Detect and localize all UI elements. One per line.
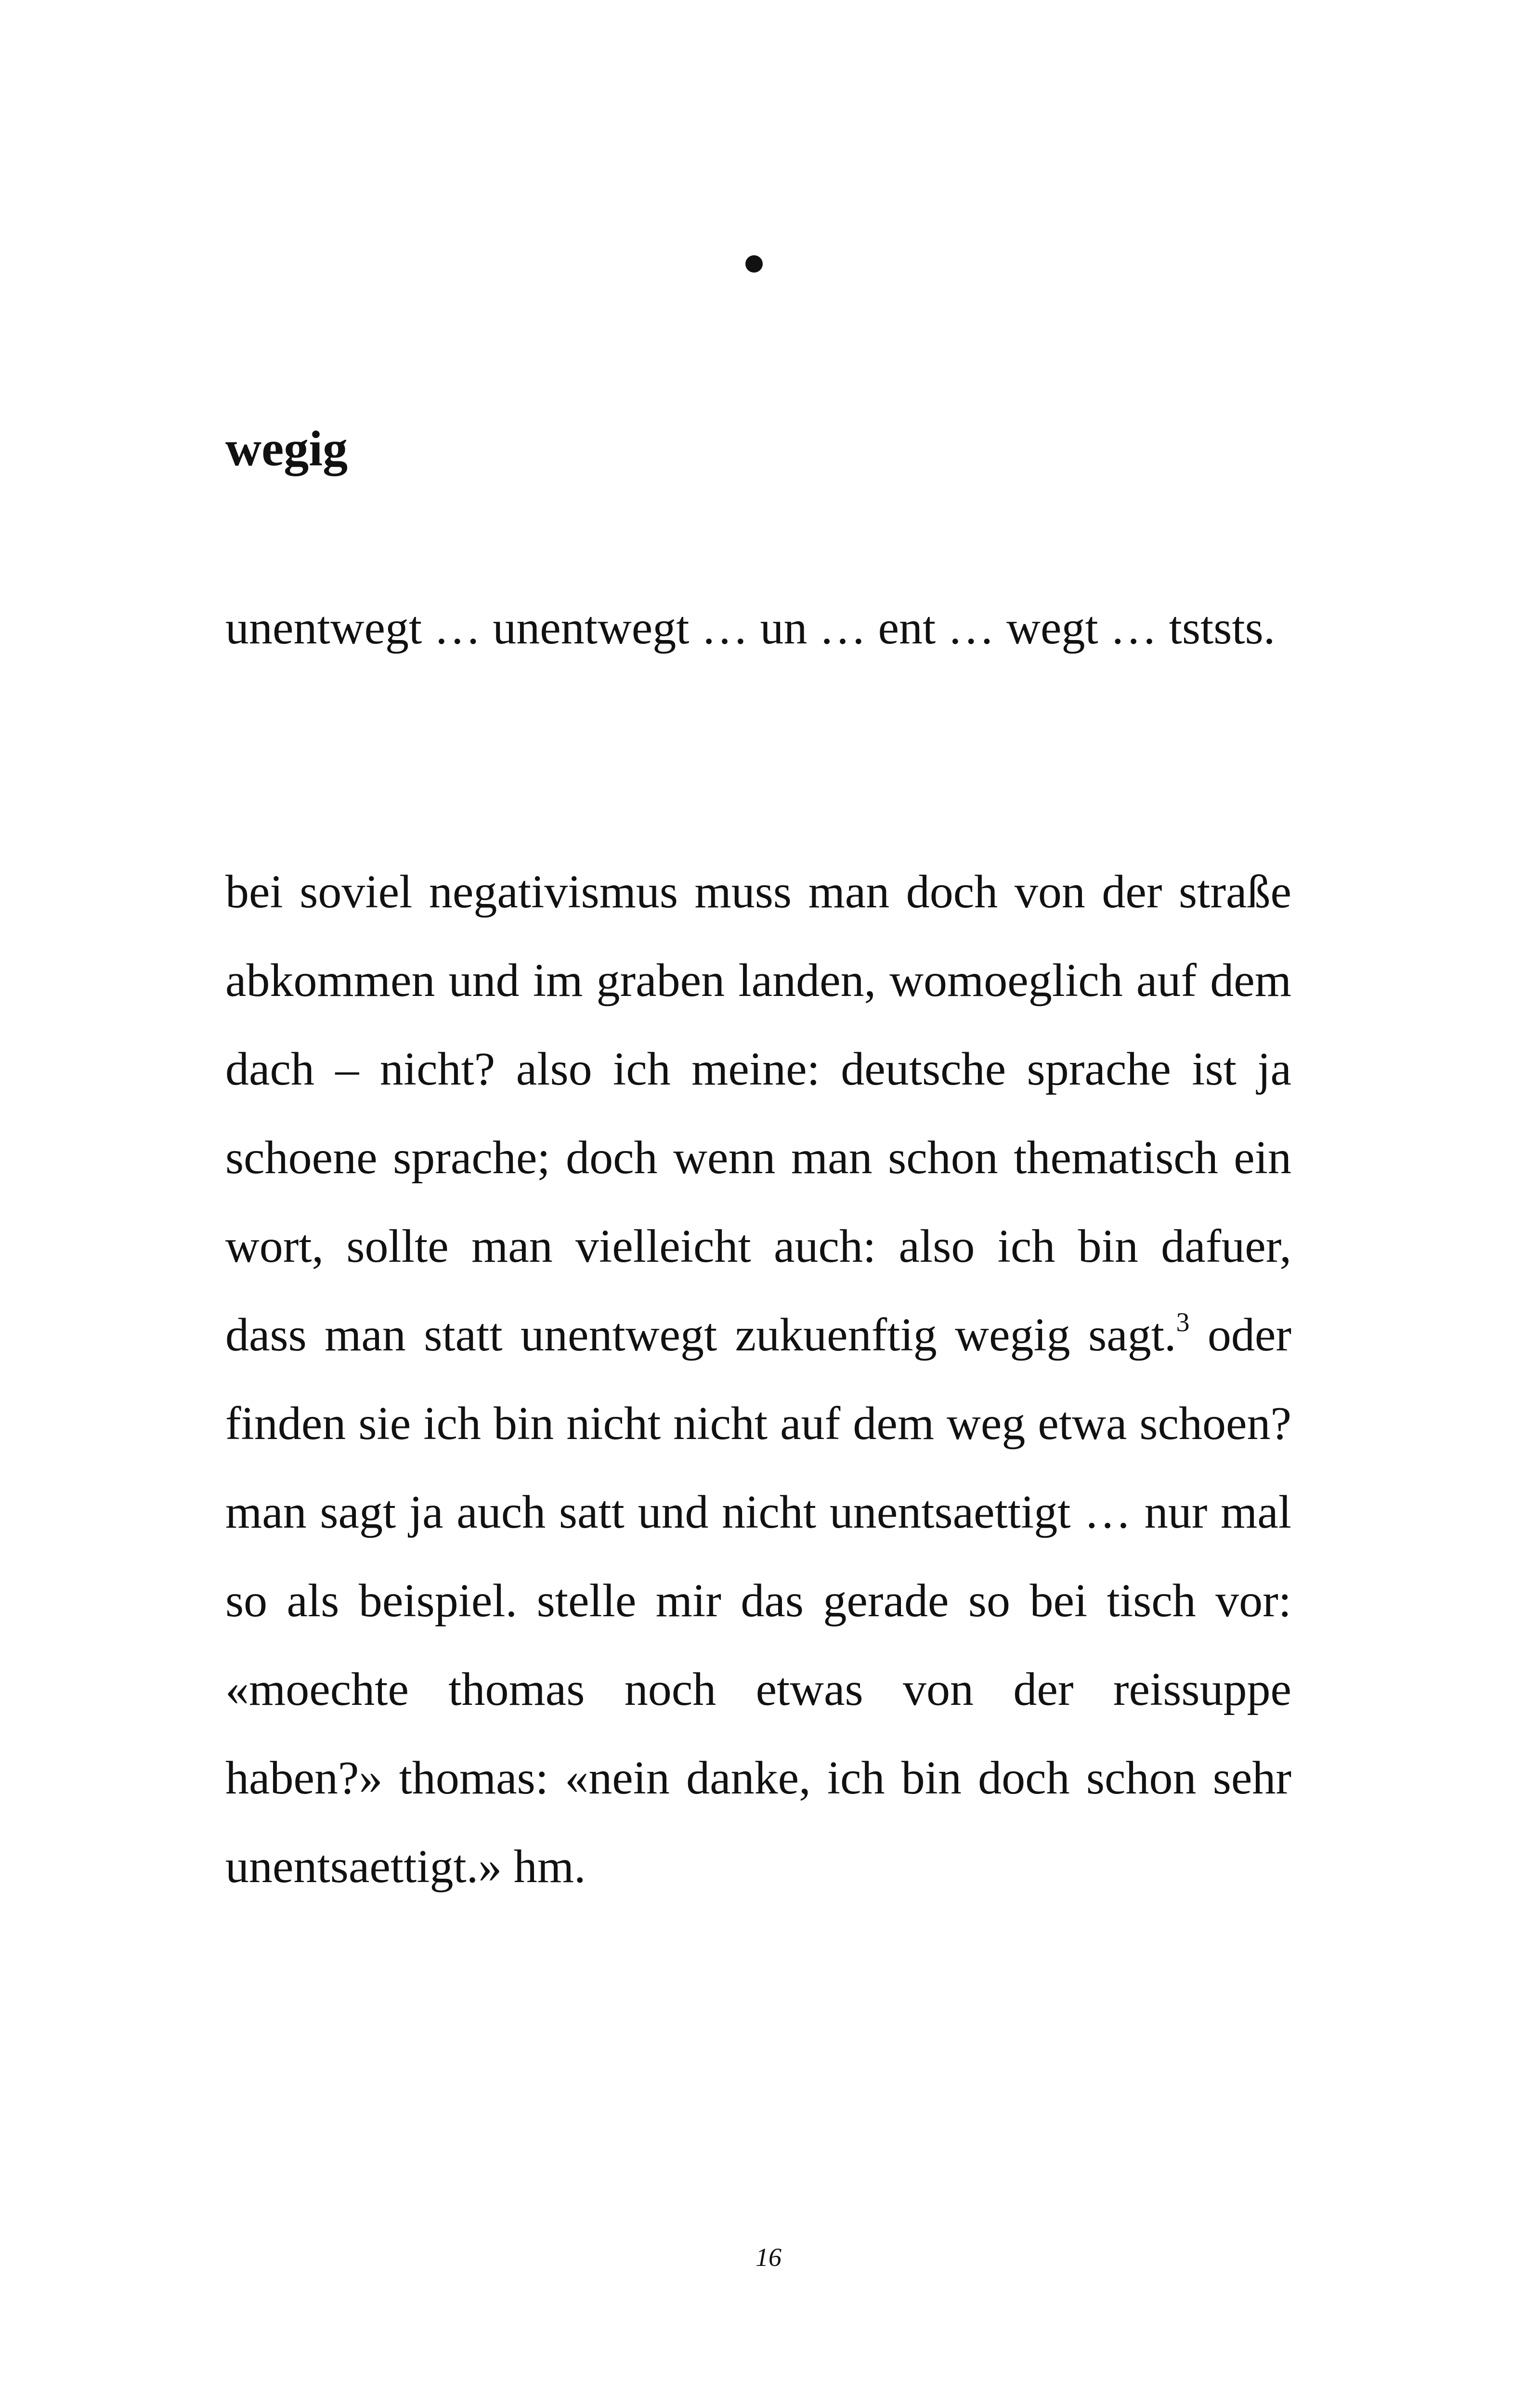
paragraph-2 — [225, 848, 1291, 1911]
page-number: 16 — [755, 2243, 782, 2272]
chapter-heading: wegig — [225, 421, 348, 476]
paragraph-2-text-after-note: oder finden sie ich bin nicht nicht auf dem weg etwa schoen? man sagt ja auch satt und nicht unentsaettigt … nur mal so als beispiel. stelle mir das gerade so bei tisch vor: «moechte thomas noch etwas von der reissuppe haben?» thomas: «nein danke, ich bin doch schon sehr unentsaettigt.» hm. — [225, 1309, 1291, 1893]
paragraph-1: unentwegt … unentwegt … un … ent … wegt … tststs. — [225, 602, 1276, 654]
bullet-ornament-icon — [745, 255, 763, 273]
paragraph-2-text-before-note: bei soviel negativismus muss man doch von der straße abkommen und im graben landen, womoeglich auf dem dach – nicht? also ich meine: deutsche sprache ist ja schoene sprache; doch wenn man schon thematisch ein wort, sollte man vielleicht auch: also ich bin dafuer, dass man statt unentwegt zukuenftig wegig sagt. — [225, 866, 1291, 1361]
footnote-marker: 3 — [1176, 1308, 1190, 1337]
